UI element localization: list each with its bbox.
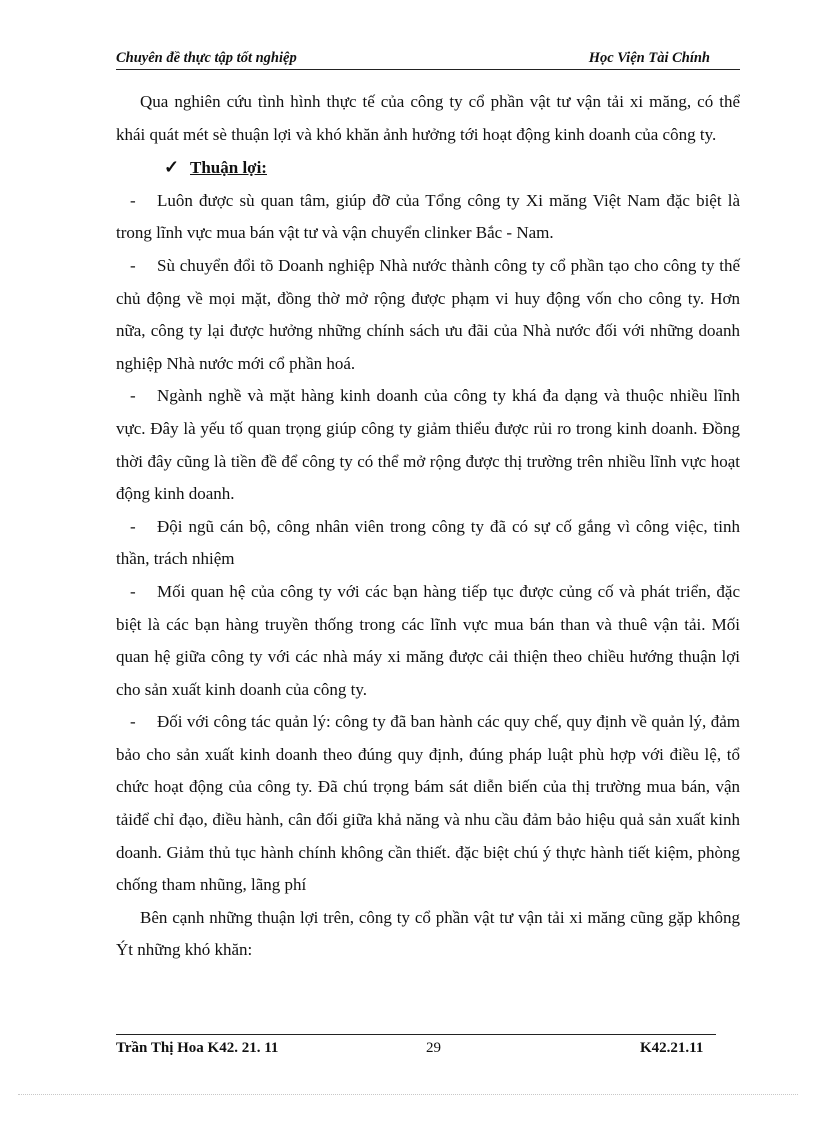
bullet-dash: - — [130, 581, 136, 601]
section-title: Thuận lợi: — [190, 158, 267, 178]
list-item — [116, 706, 740, 902]
list-item-text: Mối quan hệ của công ty với các bạn hàng tiếp tục được củng cố và phát triển, đặc biệt là các bạn hàng truyền thống trong các lĩnh vực mua bán than và thuê vận tải. Mối quan hệ giữa công ty với các nhà máy xi măng được cải thiện theo chiều hướng thuận lợi cho sản xuất kinh doanh của công ty. — [116, 581, 740, 699]
list-item — [116, 380, 740, 510]
list-item-text: Đối với công tác quản lý: công ty đã ban hành các quy chế, quy định về quản lý, đảm bảo cho sản xuất kinh doanh theo đúng quy định, đúng pháp luật phù hợp với điều lệ, tổ chức hoạt động của công ty. Đã chú trọng bám sát diễn biến của thị trường mua bán, vận tảiđể chỉ đạo, điều hành, cân đối giữa khả năng và nhu cầu đảm bảo hiệu quả sản xuất kinh doanh. Giảm thủ tục hành chính không cần thiết. đặc biệt chú ý thực hành tiết kiệm, phòng chống tham nhũng, lãng phí — [116, 712, 740, 895]
footer-rule — [116, 1034, 716, 1035]
bullet-dash: - — [130, 255, 136, 275]
page-number: 29 — [426, 1040, 441, 1056]
bullet-dash: - — [130, 190, 136, 210]
bullet-dash: - — [130, 516, 136, 536]
list-item-text: Đội ngũ cán bộ, công nhân viên trong công ty đã có sự cố gắng vì công việc, tinh thần, trách nhiệm — [116, 516, 740, 569]
footer-class-code: K42.21.11 — [640, 1040, 704, 1056]
list-item-text: Ngành nghề và mặt hàng kinh doanh của công ty khá đa dạng và thuộc nhiều lĩnh vực. Đây là yếu tố quan trọng giúp công ty giảm thiểu được rủi ro trong kinh doanh. Đồng thời đây cũng là tiền đề để công ty có thể mở rộng được thị trường trên nhiều lĩnh vực hoạt động kinh doanh. — [116, 386, 740, 504]
header-document-title: Chuyên đề thực tập tốt nghiệp — [116, 50, 297, 66]
page-bottom-divider — [18, 1094, 798, 1095]
bullet-dash: - — [130, 712, 136, 732]
check-icon: ✓ — [164, 157, 180, 178]
list-item — [116, 250, 740, 380]
footer-author: Trần Thị Hoa K42. 21. 11 — [116, 1040, 279, 1056]
list-item-text: Sù chuyển đổi tõ Doanh nghiệp Nhà nước thành công ty cổ phần tạo cho công ty thế chủ động về mọi mặt, đồng thờ mở rộng được phạm vi huy động vốn cho công ty. Hơn nữa, công ty lại được hưởng những chính sách ưu đãi của Nhà nước đối với những doanh nghiệp Nhà nước mới cổ phần hoá. — [116, 255, 740, 373]
bullet-dash: - — [130, 386, 136, 406]
list-item — [116, 576, 740, 706]
closing-paragraph: Bên cạnh những thuận lợi trên, công ty cổ phần vật tư vận tải xi măng cũng gặp không Ýt những khó khăn: — [116, 907, 740, 960]
list-item-text: Luôn được sù quan tâm, giúp đỡ của Tổng công ty Xi măng Việt Nam đặc biệt là trong lĩnh vực mua bán vật tư và vận chuyển clinker Bắc - Nam. — [116, 190, 740, 243]
section-heading — [116, 151, 740, 185]
list-item — [116, 185, 740, 250]
document-body — [116, 86, 740, 967]
header-institution: Học Viện Tài Chính — [588, 50, 710, 66]
intro-paragraph: Qua nghiên cứu tình hình thực tế của công ty cổ phần vật tư vận tải xi măng, có thể khái quát mét sè thuận lợi và khó khăn ảnh hưởng tới hoạt động kinh doanh của công ty. — [116, 92, 740, 144]
list-item — [116, 511, 740, 576]
page-header — [116, 50, 740, 70]
